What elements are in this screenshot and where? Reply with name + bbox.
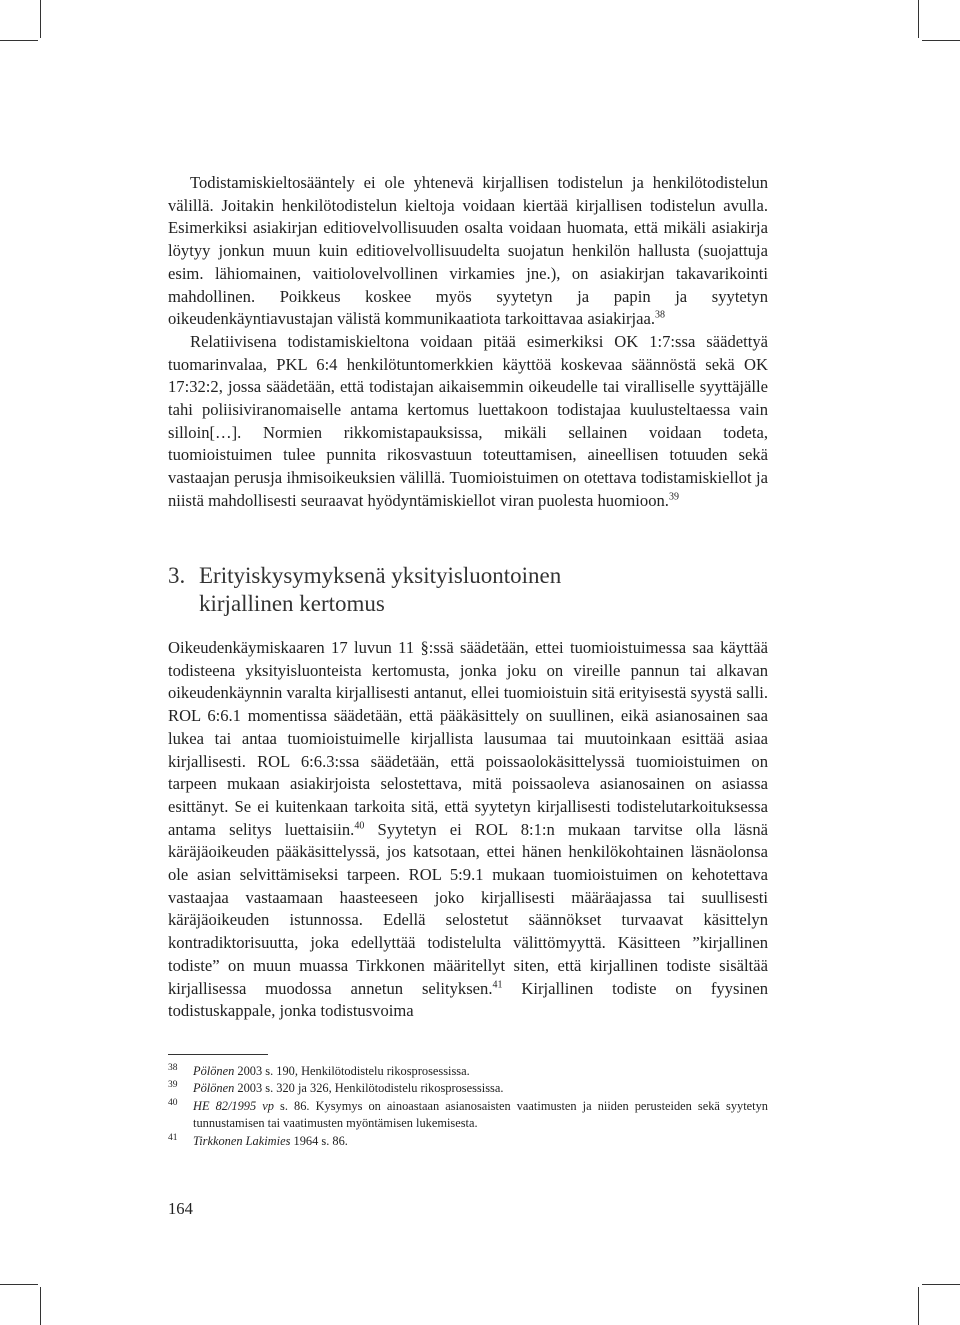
footnote: [168, 1080, 768, 1097]
footnote-number: 40: [168, 1098, 178, 1108]
footnote-text: 2003 s. 190, Henkilötodistelu rikosprosessissa.: [234, 1064, 470, 1078]
footnote-source: Pölönen: [193, 1081, 235, 1095]
footnote-number: 41: [168, 1133, 178, 1143]
footnote: [168, 1098, 768, 1132]
footnote-ref: 40: [354, 820, 365, 832]
footnote-separator: [168, 1054, 268, 1055]
footnote-ref: 38: [655, 309, 666, 321]
footnote-source: Tirkkonen Lakimies: [193, 1134, 291, 1148]
footnote-source: HE 82/1995 vp: [193, 1099, 274, 1113]
footnote-text: 2003 s. 320 ja 326, Henkilötodistelu rikosprosessissa.: [234, 1081, 504, 1095]
footnote-number: 39: [168, 1080, 178, 1090]
crop-mark: [922, 40, 960, 41]
footnote-source: Pölönen: [193, 1064, 235, 1078]
paragraph-1: Todistamiskieltosääntely ei ole yhtenevä kirjallisen todistelun ja henkilötodistelun välillä. Joitakin henkilötodistelun kieltoja voidaan kiertää kirjallisen todistelun avulla. Esimerkiksi asiakirjan editiovelvollisuuden osalta voidaan huomata, että mikäli asiakirja löytyy jonkun muun kuin editiovelvollisuudelta suojatun henkilön hallusta (suojattuja esim. lähiomainen, vaitiolovelvollinen virkamies jne.), on asiakirjan takavarikointi mahdollinen. Poikkeus koskee myös syytetyn ja papin ja syytetyn oikeudenkäyntiavustajan välistä kommunikaatiota tarkoittavaa asiakirjaa.$^{38}$: [168, 173, 768, 329]
footnote: [168, 1063, 768, 1080]
crop-mark: [0, 1284, 38, 1285]
footnote-ref: 41: [492, 979, 503, 991]
paragraph-2: Relatiivisena todistamiskieltona voidaan pitää esimerkiksi OK 1:7:ssa säädettyä tuomarinvalaa, PKL 6:4 henkilötuntomerkkien käyttöä koskevaa säännöstä sekä OK 17:32:2, jossa säädetään, että todistajan aikaisemmin oikeudelle tai viralliselle syyttäjälle tahi poliisiviranomaiselle antama kertomus luettakoon todistajaa kuulusteltaessa vain silloin[…]. Normien rikkomistapauksissa, mikäli sellainen voidaan todeta, tuomioistuimen tulee punnita rikosvastuun toteuttamisen, aineellisen totuuden sekä vastaajan perusja ihmisoikeuksien välillä. Tuomioistuimen on otettava todistamiskiellot ja niistä mahdollisesti seuraavat hyödyntämiskiellot viran puolesta huomioon.$^{39}$: [168, 331, 768, 510]
footnote-ref: 39: [668, 491, 679, 503]
crop-mark: [0, 40, 38, 41]
section-title-line-2: kirjallinen kertomus: [199, 591, 385, 616]
footnote-number: 38: [168, 1063, 178, 1073]
crop-mark: [40, 1287, 41, 1325]
paragraph-3: Oikeudenkäymiskaaren 17 luvun 11 §:ssä säädetään, ettei tuomioistuimessa saa käyttää todisteena yksityisluonteista kertomusta, jonka joku on vireille pannun tai alkavan oikeudenkäynnin varalta kirjallisesti antanut, ellei tuomioistuin sitä erityisestä syystä salli. ROL 6:6.1 momentissa säädetään, että pääkäsittely on suullinen, eikä asianosainen saa lukea tai antaa tuomioistuimelle kirjallista lausumaa tai muutoinkaan esittää asiaa kirjallisesti. ROL 6:6.3:ssa säädetään, että poissaolokäsittelyssä tuomioistuimen on tarpeen mukaan asiakirjoista selostettava, mitä poissaoleva asianosainen on asiassa esittänyt. Se ei kuitenkaan tarkoita sitä, että syytetyn kirjallisesti todistelutarkoituksessa antama selitys luettaisiin.$^{40}$ Syytetyn ei ROL 8:1:n mukaan tarvitse olla läsnä käräjäoikeuden pääkäsittelyssä, jos katsotaan, ettei hänen henkilökohtainen läsnäolonsa ole asian selvittämiseksi tarpeen. ROL 5:9.1 mukaan tuomioistuimen on kehotettava vastaajaa vastaamaan haasteeseen joko kirjallisesti määräajassa tai suullisesti käräjäoikeuden istunnossa. Edellä selostetut säännökset turvaavat käsittelyn kontradiktorisuutta, joka edellyttää todistelulta välittömyyttä. Käsitteen ”kirjallinen todiste” on muun muassa Tirkkonen määritellyt siten, että kirjallinen todiste sisältää kirjallisessa muodossa annetun selityksen.$^{41}$ Kirjallinen todiste on fyysinen todistuskappale, jonka todistusvoima: [168, 638, 768, 1021]
crop-mark: [918, 0, 919, 38]
crop-mark: [918, 1287, 919, 1325]
body-text-lower: [168, 637, 768, 1023]
section-title-line-1: Erityiskysymyksenä yksityisluontoinen: [199, 563, 562, 588]
footnote: [168, 1133, 768, 1150]
footnote-text: 1964 s. 86.: [290, 1134, 348, 1148]
crop-mark: [922, 1284, 960, 1285]
footnote-text: s. 86. Kysymys on ainoastaan asianosaisten vaatimusten ja niiden perusteiden sekä syytetyn tunnustamisen tai vaatimusten myöntämisen lukemisesta.: [193, 1099, 768, 1130]
body-text-upper: [168, 172, 768, 513]
section-heading: [168, 562, 561, 618]
section-number: 3.: [168, 563, 186, 588]
crop-mark: [40, 0, 41, 38]
page-number: 164: [168, 1199, 193, 1218]
